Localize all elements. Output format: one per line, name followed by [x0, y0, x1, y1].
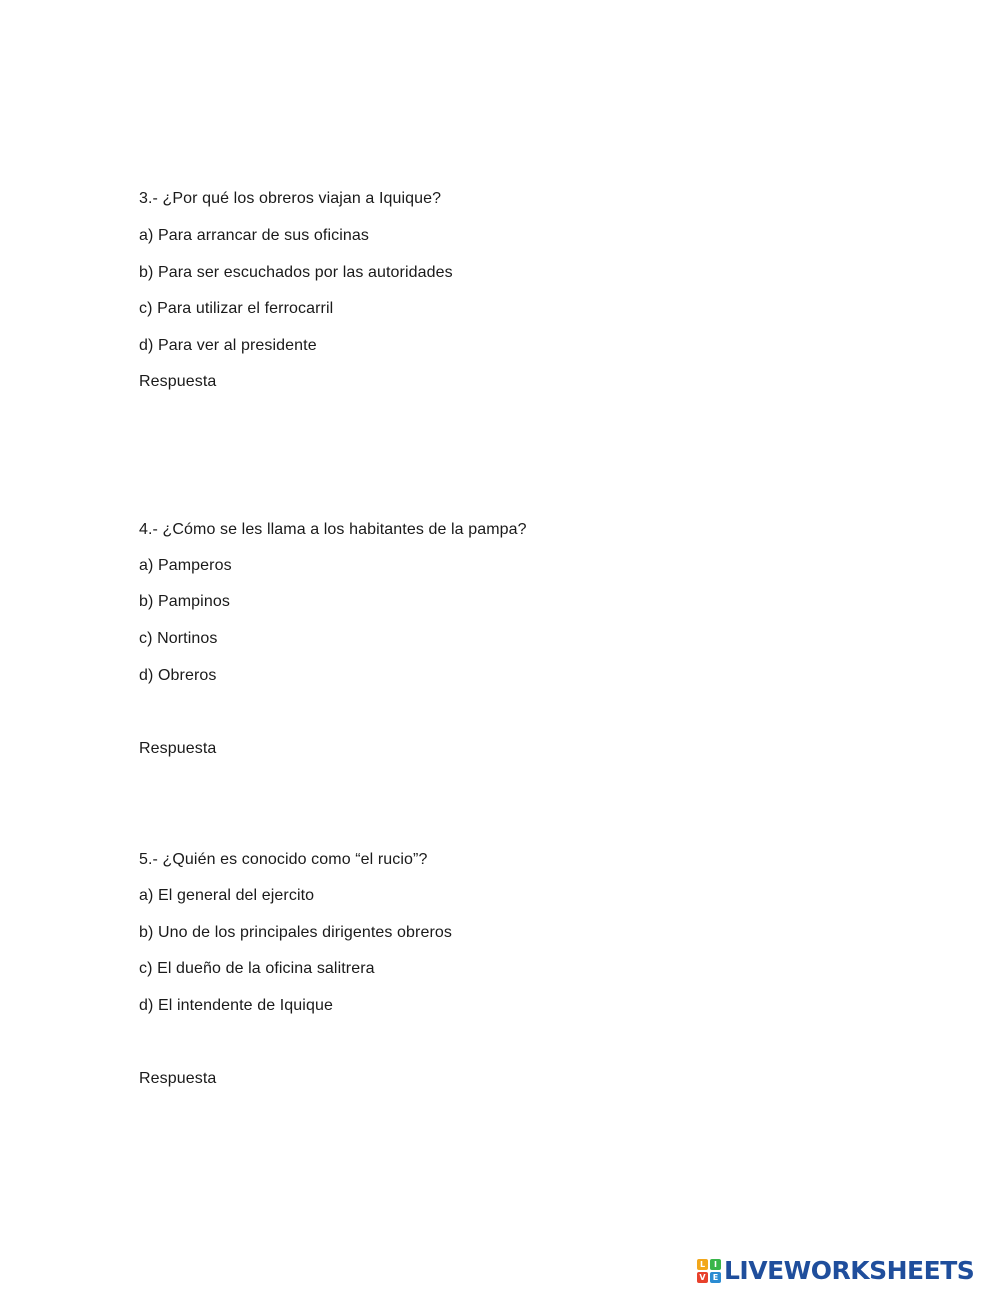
logo-block-v: V [697, 1272, 708, 1283]
question-3-option-b: b) Para ser escuchados por las autoridades [139, 264, 453, 281]
question-3-title: 3.- ¿Por qué los obreros viajan a Iquique? [139, 190, 442, 207]
logo-blocks-icon [697, 1259, 721, 1283]
question-4-option-a: a) Pamperos [139, 557, 232, 574]
question-4-answer-label: Respuesta [139, 740, 217, 757]
question-3-option-d: d) Para ver al presidente [139, 337, 317, 354]
question-5-option-b: b) Uno de los principales dirigentes obreros [139, 924, 453, 941]
logo-block-i: I [710, 1259, 721, 1270]
liveworksheets-logo [697, 1257, 974, 1285]
question-5-option-d: d) El intendente de Iquique [139, 997, 333, 1014]
question-5-option-a: a) El general del ejercito [139, 887, 315, 904]
question-3-option-c: c) Para utilizar el ferrocarril [139, 300, 334, 317]
question-3-answer-label: Respuesta [139, 373, 217, 390]
logo-block-e: E [710, 1272, 721, 1283]
question-4-option-b: b) Pampinos [139, 593, 230, 610]
question-4-option-d: d) Obreros [139, 667, 217, 684]
logo-text: LIVEWORKSHEETS [724, 1256, 975, 1285]
logo-block-l: L [697, 1259, 708, 1270]
question-5-option-c: c) El dueño de la oficina salitrera [139, 960, 375, 977]
question-5-answer-label: Respuesta [139, 1070, 217, 1087]
question-5-title: 5.- ¿Quién es conocido como “el rucio”? [139, 851, 428, 868]
question-3-option-a: a) Para arrancar de sus oficinas [139, 227, 369, 244]
question-4-option-c: c) Nortinos [139, 630, 218, 647]
question-4-title: 4.- ¿Cómo se les llama a los habitantes de la pampa? [139, 521, 527, 538]
